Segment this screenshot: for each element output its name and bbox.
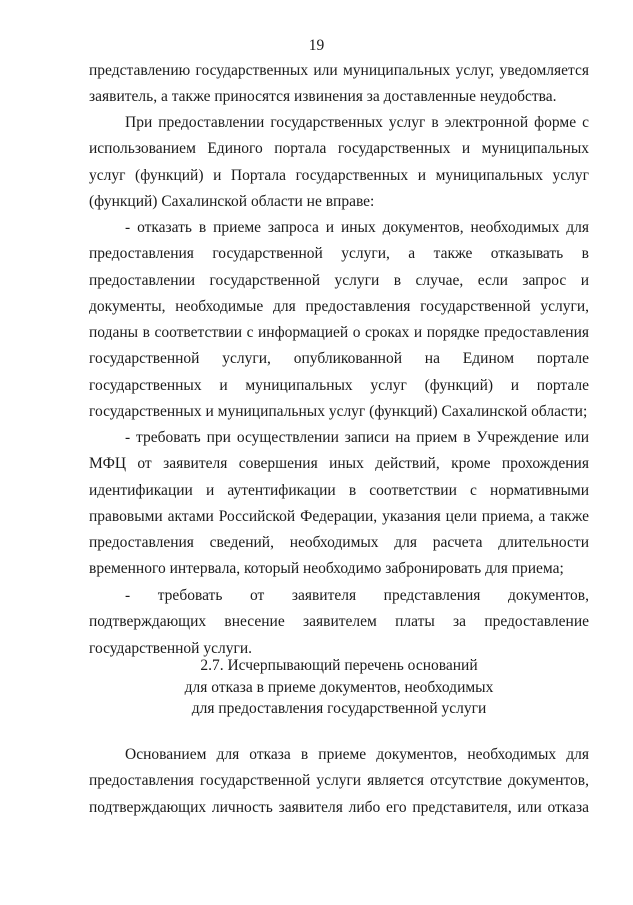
- section-heading-line: для предоставления государственной услуги: [191, 700, 487, 717]
- section-heading-line: для отказа в приеме документов, необходимых: [184, 678, 494, 696]
- list-item-payment-documents: [89, 583, 589, 662]
- paragraph-text: - требовать при осуществлении записи на прием в Учреждение или МФЦ от заявителя совершения иных действий, кроме прохождения идентификации и аутентификации в соответствии с нормативными правовыми актами Российской Федерации, указания цели приема, а также предоставления сведений, необходимых для расчета длительности временного интервала, который необходимо забронировать для приема;: [89, 429, 589, 578]
- paragraph-refusal-grounds: [89, 742, 589, 821]
- paragraph-continuation: [89, 58, 589, 111]
- section-heading-line: 2.7. Исчерпывающий перечень оснований: [200, 657, 478, 674]
- paragraph-text: представлению государственных или муниципальных услуг, уведомляется заявитель, а также приносятся извинения за доставленные неудобства.: [89, 62, 589, 106]
- paragraph-electronic-services: [89, 110, 589, 215]
- list-item-appointment-actions: [89, 425, 589, 583]
- list-item-refuse-request: [89, 215, 589, 425]
- page-number: 19: [308, 37, 325, 54]
- paragraph-text: - отказать в приеме запроса и иных документов, необходимых для предоставления государственной услуги, а также отказывать в предоставлении государственной услуги в случае, если запрос и документы, необходимые для предоставления государственной услуги, поданы в соответствии с информацией о сроках и порядке предоставления государственной услуги, опубликованной на Едином портале государственных и муниципальных услуг (функций) и портале государственных и муниципальных услуг (функций) Сахалинской области;: [89, 219, 589, 421]
- paragraph-text: При предоставлении государственных услуг в электронной форме с использованием Единого портала государственных и муниципальных услуг (функций) и Портала государственных и муниципальных услуг (функций) Сахалинской области не вправе:: [89, 114, 589, 210]
- section-heading: [89, 655, 589, 720]
- paragraph-text: Основанием для отказа в приеме документов, необходимых для предоставления государственной услуги является отсутствие документов, подтверждающих личность заявителя либо его представителя, или отказа: [89, 746, 589, 816]
- paragraph-text: - требовать от заявителя представления документов, подтверждающих внесение заявителем платы за предоставление государственной услуги.: [89, 587, 589, 657]
